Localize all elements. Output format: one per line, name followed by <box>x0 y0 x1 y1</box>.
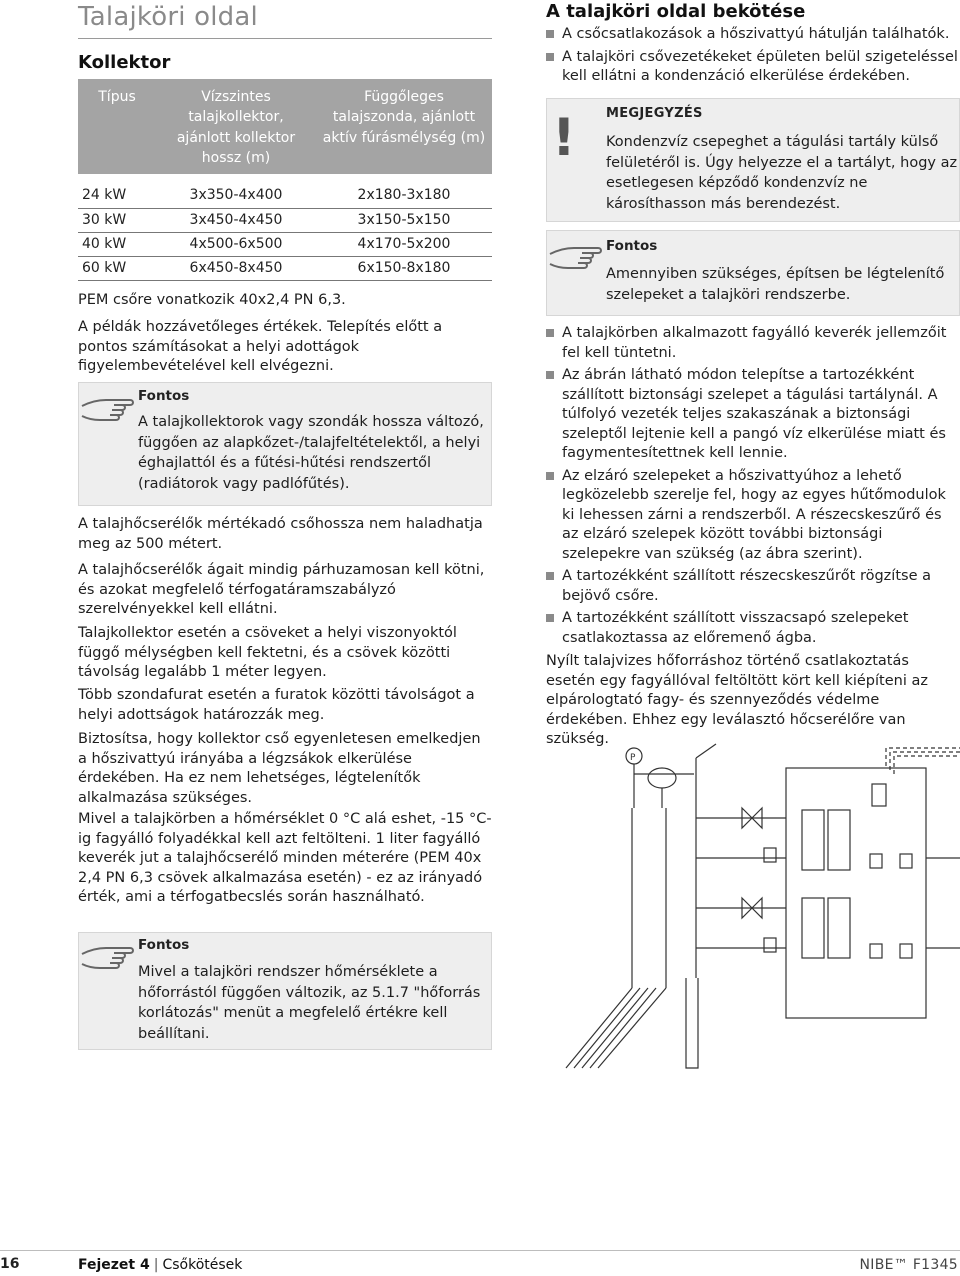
paragraph-pipe-length: A talajhőcserélők mértékadó csőhossza nem haladhatja meg az 500 métert. <box>78 516 483 552</box>
section-heading-connection: A talajköri oldal bekötése <box>546 1 806 22</box>
paragraph-pem: PEM csőre vonatkozik 40x2,4 PN 6,3. <box>78 292 346 308</box>
table-cell: 3x350-4x400 <box>156 174 316 208</box>
table-row <box>78 232 492 256</box>
table-cell: 3x150-5x150 <box>316 208 492 232</box>
table-cell: 40 kW <box>78 232 156 256</box>
footer-divider <box>0 1250 960 1251</box>
installation-diagram <box>546 738 960 1078</box>
page-title: Talajköri oldal <box>78 2 258 32</box>
paragraph-depth: Talajkollektor esetén a csöveket a helyi viszonyoktól függő mélységben kell fektetni, és a csövek közötti távolság legalább 1 méter legyen. <box>78 625 457 680</box>
table-header-row <box>78 79 492 174</box>
note-text: Mivel a talajköri rendszer hőmérséklete a hőforrástól függően változik, az 5.1.7 "hőforrás korlátozás" menüt a megfelelő értékre kell beállítani. <box>138 964 481 1042</box>
table-cell: 6x150-8x180 <box>316 256 492 280</box>
collector-table <box>78 79 492 281</box>
list-item: A talajköri csővezetékeket épületen belül szigeteléssel kell ellátni a kondenzáció elkerülése érdekében. <box>546 48 960 87</box>
display-icon <box>872 784 886 806</box>
heat-pump-outline <box>786 768 926 1018</box>
paragraph-open-source: Nyílt talajvizes hőforráshoz történő csatlakoztatás esetén egy fagyállóval feltöltött kört kell kiépíteni az elpárologtató fagy- és szennyeződés védelme érdekében. Ehhez egy leválasztó hőcserélőre van szükség. <box>546 653 928 747</box>
pointing-hand-icon <box>548 240 606 276</box>
note-title: Fontos <box>138 388 190 404</box>
brand-label: NIBE™ F1345 <box>859 1257 958 1273</box>
note-title: Fontos <box>606 238 658 254</box>
table-header-cell: Vízszintes talajkollektor, ajánlott kollektor hossz (m) <box>156 79 316 174</box>
list-item: A tartozékként szállított részecskeszűrőt rögzítse a bejövő csőre. <box>546 567 960 606</box>
section-heading-kollektor: Kollektor <box>78 52 171 73</box>
table-row <box>78 256 492 280</box>
pointing-hand-icon <box>80 392 138 428</box>
table-header-cell: Függőleges talajszonda, ajánlott aktív fúrásmélység (m) <box>316 79 492 174</box>
paragraph-antifreeze: Mivel a talajkörben a hőmérséklet 0 °C alá eshet, -15 °C-ig fagyálló folyadékkal kell azt feltölteni. 1 liter fagyálló keverék jut a talajhőcserélő minden méterére (PEM 40x 2,4 PN 6,3 csövek alkalmazása esetén) - ez az irányadó érték, ami a térfogatbecslés során használható. <box>78 811 492 905</box>
module-icon <box>802 898 824 958</box>
note-text: Amennyiben szükséges, építsen be légtelenítő szelepeket a talajköri rendszerbe. <box>606 266 945 303</box>
exclamation-icon: ! <box>552 108 576 168</box>
table-cell: 3x450-4x450 <box>156 208 316 232</box>
chapter-separator: | <box>153 1257 159 1273</box>
pressure-label: P <box>630 753 636 763</box>
list-item: A talajkörben alkalmazott fagyálló keverék jellemzőit fel kell tüntetni. <box>546 324 960 363</box>
chapter-label <box>78 1257 242 1273</box>
title-divider <box>78 38 492 39</box>
filter-icon <box>764 938 776 952</box>
warning-title: MEGJEGYZÉS <box>606 106 703 121</box>
module-icon <box>802 810 824 870</box>
table-header-cell: Típus <box>78 79 156 174</box>
paragraph-rise: Biztosítsa, hogy kollektor cső egyenletesen emelkedjen a hőszivattyú irányába a légzsákok elkerülése érdekében. Ha ez nem lehetséges, légtelenítők alkalmazása szükséges. <box>78 731 481 806</box>
list-item: A csőcsatlakozások a hőszivattyú hátulján találhatók. <box>546 25 960 45</box>
bullet-list-top <box>546 25 960 90</box>
table-row <box>78 208 492 232</box>
filter-icon <box>764 848 776 862</box>
page-number: 16 <box>0 1256 20 1272</box>
list-item: A tartozékként szállított visszacsapó szelepeket csatlakoztassa az előremenő ágba. <box>546 609 960 648</box>
warning-text: Kondenzvíz csepeghet a tágulási tartály külső felületéről is. Úgy helyezze el a tartályt, hogy az esetlegesen képződő kondenzvíz ne károsíthasson más berendezést. <box>606 134 958 212</box>
table-cell: 4x170-5x200 <box>316 232 492 256</box>
table-row <box>78 174 492 208</box>
table-cell: 6x450-8x450 <box>156 256 316 280</box>
expansion-vessel-icon <box>648 768 676 788</box>
paragraph-examples: A példák hozzávetőleges értékek. Telepítés előtt a pontos számításokat a helyi adottágok figyelembevételével kell elvégezni. <box>78 319 443 374</box>
list-item: Az elzáró szelepeket a hőszivattyúhoz a lehető legközelebb szerelje fel, hogy az egyes hűtőmodulok ki lehessen zárni a rendszerből. A részecskeszűrő és az elzáró szelepek között további biztonsági szelepekre van szükség (az ábra szerint). <box>546 467 960 565</box>
table-cell: 60 kW <box>78 256 156 280</box>
paragraph-distance: Több szondafurat esetén a furatok közötti távolságot a helyi adottságok határozzák meg. <box>78 687 475 723</box>
pointing-hand-icon <box>80 940 138 976</box>
table-cell: 2x180-3x180 <box>316 174 492 208</box>
note-text: A talajkollektorok vagy szondák hossza változó, függően az alapkőzet-/talajfeltételektől, a helyi éghajlattól és a fűtési-hűtési rendszertől (radiátorok vagy padlófűtés). <box>138 414 484 492</box>
list-item: Az ábrán látható módon telepítse a tartozékként szállított biztonsági szelepet a tágulási tartálynál. A túlfolyó vezeték teljes szakaszának a biztonsági szeleptől lejtenie kell a pangó víz elkerülése miatt és fagymentesítettnek kell lennie. <box>546 366 960 464</box>
chapter-number: Fejezet 4 <box>78 1257 150 1273</box>
table-cell: 24 kW <box>78 174 156 208</box>
bullet-list-bottom <box>546 324 960 651</box>
table-cell: 30 kW <box>78 208 156 232</box>
chapter-name: Csőkötések <box>162 1257 243 1273</box>
paragraph-parallel: A talajhőcserélők ágait mindig párhuzamosan kell kötni, és azokat megfelelő térfogatáramszabályzó szerelvényekkel kell ellátni. <box>78 562 485 617</box>
table-cell: 4x500-6x500 <box>156 232 316 256</box>
note-title: Fontos <box>138 937 190 953</box>
